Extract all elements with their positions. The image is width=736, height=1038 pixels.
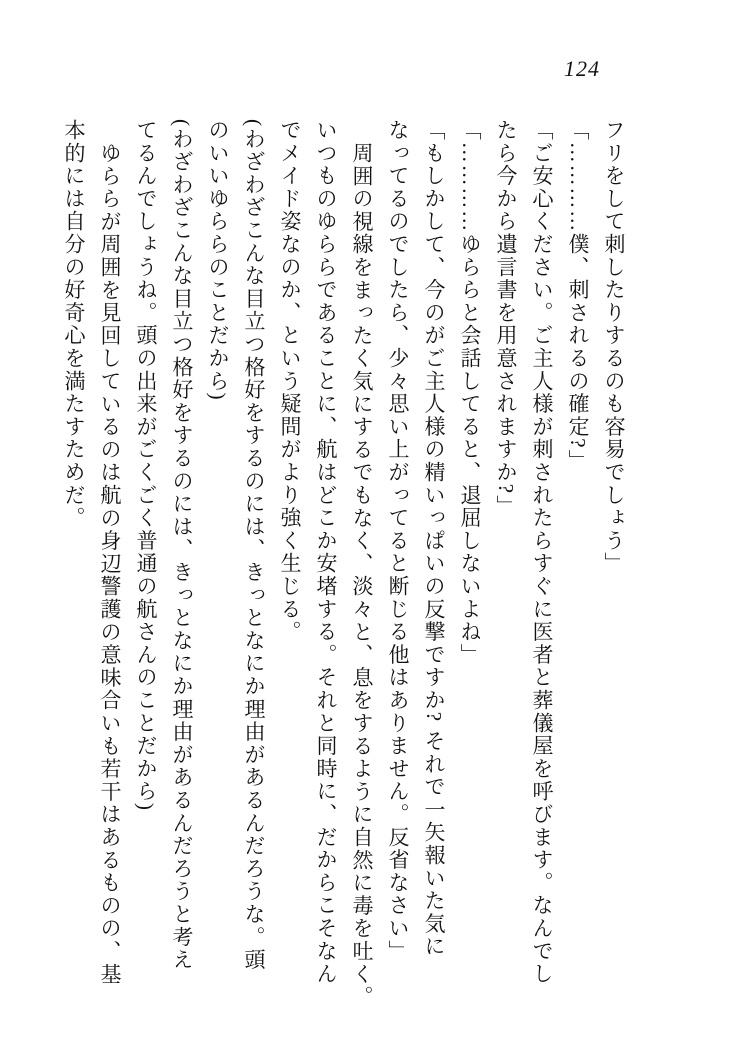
text-line: のいいゆららのことだから)	[206, 119, 230, 402]
text-body	[56, 119, 632, 1009]
text-line: 「もしかして、今のがご主人様の精いっぱいの反撃ですか? それで一矢報いた気に	[422, 119, 446, 958]
text-line: 「…………僕、刺されるの確定?」	[566, 119, 590, 473]
text-line: てるんでしょうね。頭の出来がごくごく普通の航さんのことだから)	[134, 119, 158, 812]
text-line: いつものゆららであることに、航はどこか安堵する。それと同時に、だからこそなん	[314, 119, 338, 986]
text-line: たら今から遺言書を用意されますか?」	[494, 119, 518, 518]
text-line: ゆららが周囲を見回しているのは航の身辺警護の意味合いも若干はあるものの、基	[98, 142, 122, 986]
text-line: (わざわざこんな目立つ格好をするのには、きっとなにか理由があるんだろうと考え	[170, 119, 194, 972]
text-line: 本的には自分の好奇心を満たすためだ。	[62, 119, 86, 530]
text-line: 「ご安心ください。ご主人様が刺されたらすぐに医者と葬儀屋を呼びます。なんでし	[530, 119, 554, 986]
text-line: でメイド姿なのか、という疑問がより強く生じる。	[278, 119, 302, 644]
text-line: 「…………ゆららと会話してると、退屈しないよね」	[458, 119, 482, 667]
text-line: なってるのでしたら、少々思い上がってると断じる他はありません。反省なさい」	[386, 119, 410, 963]
text-line: 周囲の視線をまったく気にするでもなく、淡々と、息をするように自然に毒を吐く。	[350, 142, 374, 1009]
text-line: フリをして刺したりするのも容易でしょう」	[602, 119, 626, 575]
page-number: 124	[564, 56, 600, 81]
text-line: (わざわざこんな目立つ格好をするのには、きっとなにか理由があるんだろうな。頭	[242, 119, 266, 972]
